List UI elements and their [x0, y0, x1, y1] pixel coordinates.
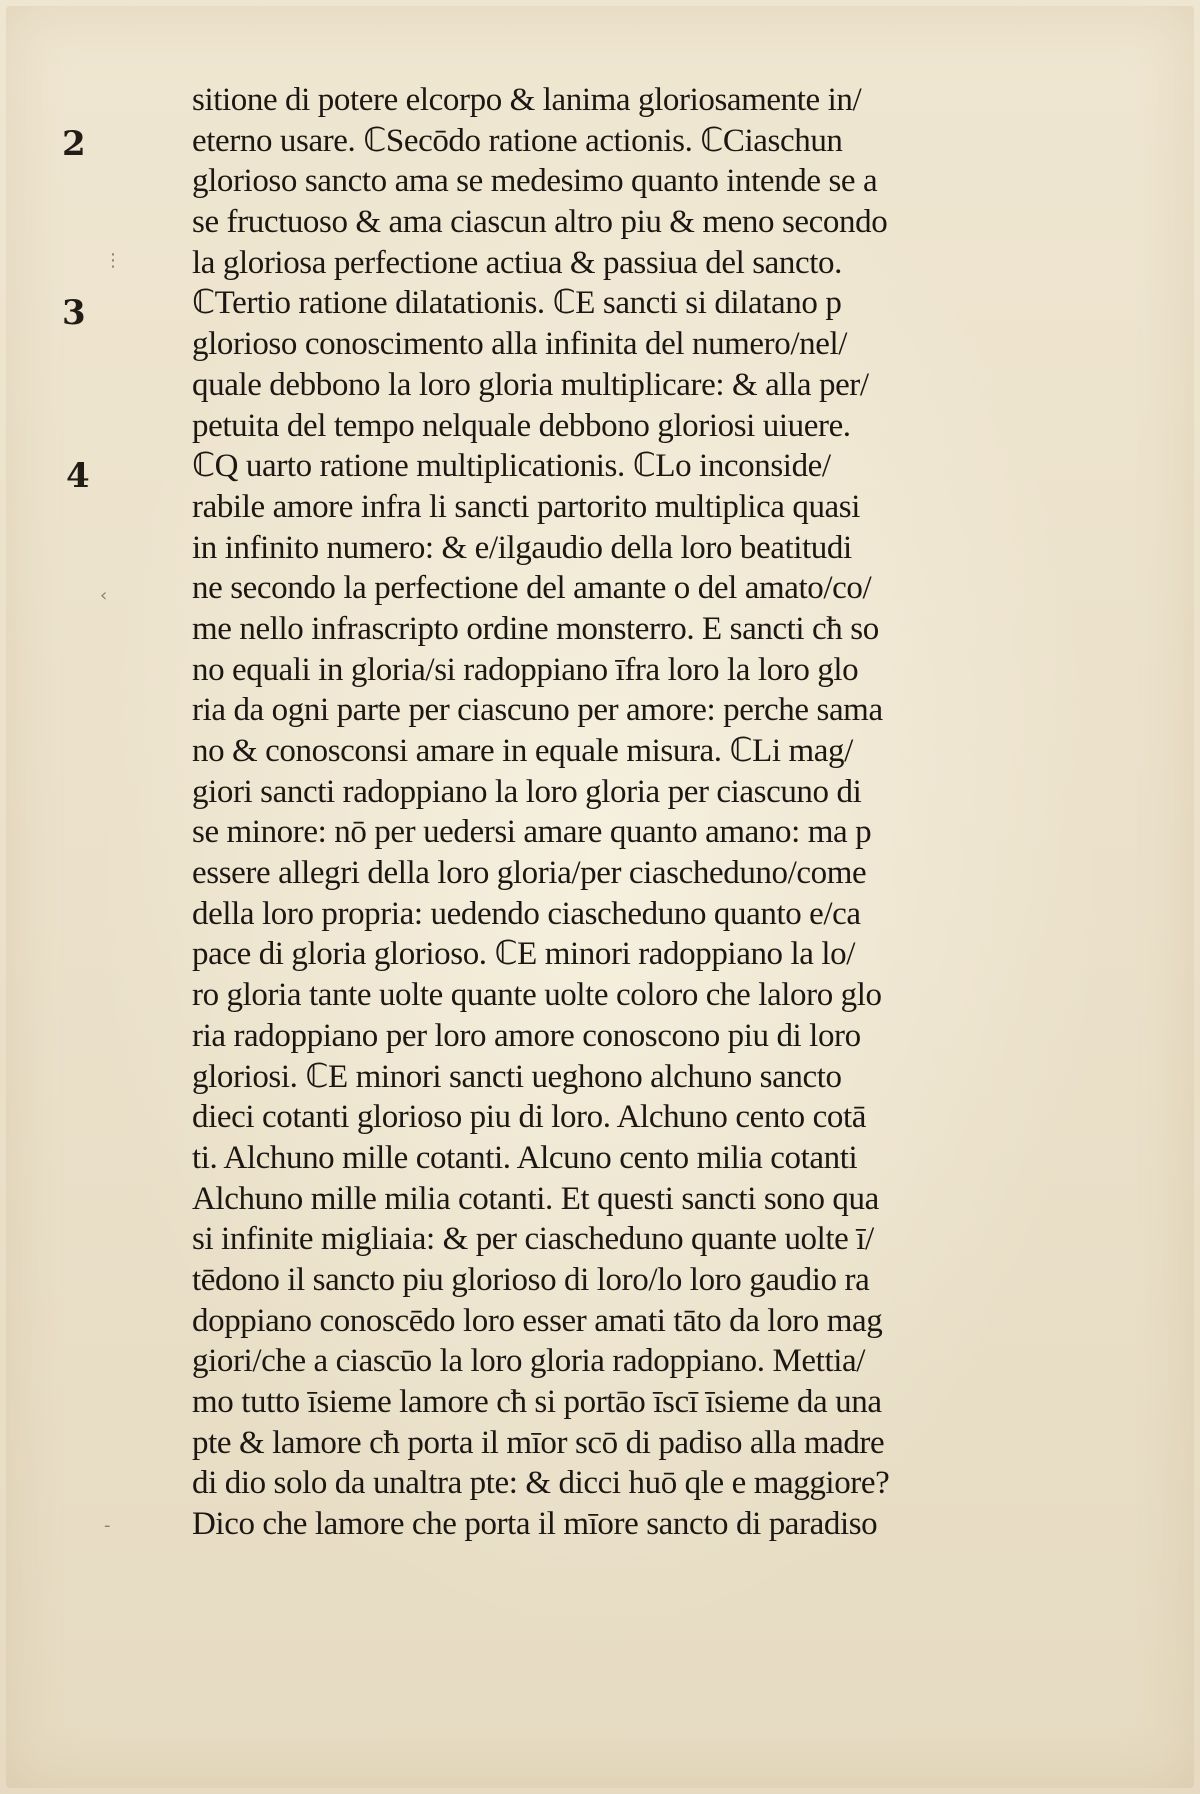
text-line: sitione di potere elcorpo & lanima gloriosamente in/: [192, 82, 862, 118]
text-line: giori sancti radoppiano la loro gloria per ciascuno di: [192, 773, 862, 810]
text-line: si infinite migliaia: & per ciascheduno quante uolte ī/: [192, 1221, 874, 1258]
text-line: pace di gloria glorioso. ℂE minori radoppiano la lo/: [192, 936, 855, 973]
margin-stain-mark: ⋮: [104, 250, 122, 271]
margin-number-3: 3: [62, 293, 86, 333]
margin-number-2: 2: [62, 124, 86, 164]
text-line: giori/che a ciascūo la loro gloria radoppiano. Mettia/: [192, 1343, 865, 1380]
text-line: rabile amore infra li sancti partorito multiplica quasi: [192, 488, 861, 525]
text-line: Dico che lamore che porta il mīore sancto di paradiso: [192, 1506, 878, 1543]
text-line: tēdono il sancto piu glorioso di loro/lo loro gaudio ra: [192, 1261, 870, 1298]
text-line: di dio solo da unaltra pte: & dicci huō qle e maggiore?: [192, 1465, 890, 1502]
text-line: ℂQ uarto ratione multiplicationis. ℂLo inconside/: [192, 448, 831, 485]
text-line: glorioso sancto ama se medesimo quanto intende se a: [192, 163, 878, 200]
text-line: se minore: nō per uedersi amare quanto amano: ma p: [192, 814, 872, 851]
text-line: ria radoppiano per loro amore conoscono piu di loro: [192, 1017, 861, 1054]
text-line: dieci cotanti glorioso piu di loro. Alchuno cento cotā: [192, 1099, 866, 1136]
text-line: pte & lamore cħ porta il mīor scō di padiso alla madre: [192, 1424, 885, 1461]
text-line: gloriosi. ℂE minori sancti ueghono alchuno sancto: [192, 1058, 842, 1095]
text-line: petuita del tempo nelquale debbono gloriosi uiuere.: [192, 407, 851, 444]
text-line: la gloriosa perfectione actiua & passiua del sancto.: [192, 244, 842, 281]
text-line: ria da ogni parte per ciascuno per amore: perche sama: [192, 692, 883, 729]
text-line: in infinito numero: & e/ilgaudio della loro beatitudi: [192, 529, 852, 566]
text-line: ro gloria tante uolte quante uolte coloro che laloro glo: [192, 977, 882, 1014]
text-line: doppiano conoscēdo loro esser amati tāto da loro mag: [192, 1302, 883, 1339]
margin-stain-mark: -: [104, 1515, 111, 1536]
text-line: quale debbono la loro gloria multiplicare: & alla per/: [192, 366, 869, 403]
text-line: se fructuoso & ama ciascun altro piu & meno secondo: [192, 204, 888, 241]
text-line: no equali in gloria/si radoppiano īfra loro la loro glo: [192, 651, 859, 688]
text-line: mo tutto īsieme lamore cħ si portāo īscī īsieme da una: [192, 1384, 882, 1420]
text-line: me nello infrascripto ordine monsterro. E sancti cħ so: [192, 610, 879, 647]
text-line: no & conosconsi amare in equale misura. ℂLi mag/: [192, 733, 853, 769]
margin-number-4: 4: [66, 456, 90, 496]
text-line: ℂTertio ratione dilatationis. ℂE sancti si dilatano p: [192, 285, 842, 322]
text-line: ti. Alchuno mille cotanti. Alcuno cento milia cotanti: [192, 1139, 858, 1176]
text-line: ne secondo la perfectione del amante o del amato/co/: [192, 570, 872, 607]
text-line: eterno usare. ℂSecōdo ratione actionis. ℂCiaschun: [192, 122, 843, 159]
printed-text-block: [192, 80, 1072, 1545]
text-line: Alchuno mille milia cotanti. Et questi sancti sono qua: [192, 1180, 879, 1217]
text-line: glorioso conoscimento alla infinita del numero/nel/: [192, 326, 848, 363]
text-line: della loro propria: uedendo ciascheduno quanto e/ca: [192, 895, 861, 932]
text-line: essere allegri della loro gloria/per ciascheduno/come: [192, 855, 867, 892]
margin-stain-mark: ‹: [100, 585, 108, 606]
